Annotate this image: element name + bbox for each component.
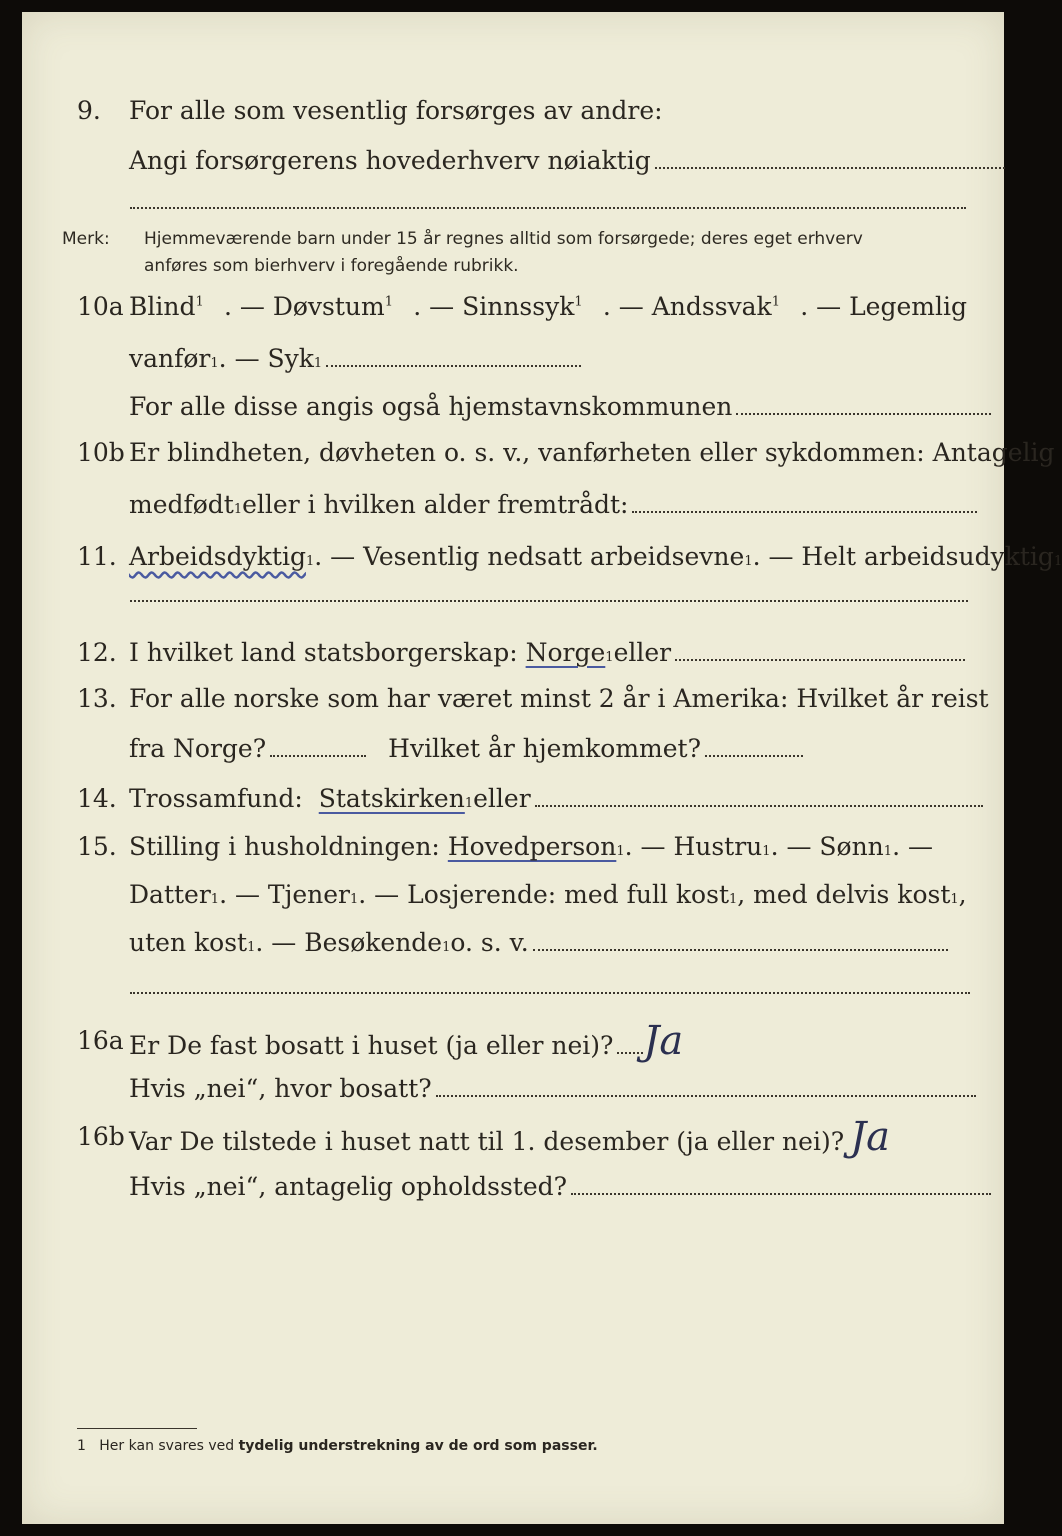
answer-line[interactable] — [655, 166, 1005, 169]
option-norge[interactable]: Norge — [525, 638, 606, 667]
census-form-page: 9. For alle som vesentlig forsørges av andre: Angi forsørgerens hovederhverv nøiaktig Merk: Hjemmeværende barn under 15 år regnes alltid som forsørgede; deres eget erhverv anføres som bierhverv i foregående rubrikk. 10a Blind$^1$ . — Døvstum$^1$ . — Sinnssyk$^1$ . — Andssvak$^1$ . — Legemlig vanfør 1 . — Syk 1 For alle disse angis også hjemstavnskommunen 10b Er blindheten, døvheten o. s. v., vanførheten eller sykdommen: Antagelig medfødt 1 eller i hvilken alder fremtrådt: 11. Arbeidsdyktig 1 . — Vesentlig nedsatt arbeidsevne 1 . — Helt arbeidsudyktig 1 12. I hvilket land statsborgerskap: Norge 1 eller 13. For alle norske som har været minst 2 år i Amerika: Hvilket år reist fra Norge? Hvilket år hjemkommet? 14. Trossamfund: Statskirken 1 eller 15. Stilling i husholdningen: Hovedperson 1 . — Hustru 1 . — Sønn 1 . — Datter 1 . — Tjener 1 . — Losjerende: med full kost 1 , med delvis kost 1 , uten kost 1 . — Besøkende 1 o. s. v. 16a Er De fast bosatt i huset (ja eller nei)? Ja Hvis „nei“, hvor bosatt? 16b Var De tilstede i huset natt til 1. desember (ja eller nei)? Ja Hvis „nei“, antagelig opholdssted? 1 Her kan svares ved tydelig understrekning av de ord som passer. — [22, 12, 1004, 1524]
question-number: 16a — [77, 1026, 124, 1055]
note-label: Merk: — [62, 229, 110, 249]
option-vanfor[interactable]: vanfør — [129, 344, 211, 373]
question-number: 10b — [77, 438, 125, 467]
option-syk[interactable]: . — Syk — [218, 344, 314, 373]
answer-line[interactable] — [533, 948, 948, 951]
option-hustru[interactable]: . — Hustru — [624, 832, 763, 861]
option-datter[interactable]: Datter — [129, 880, 211, 909]
answer-line[interactable] — [130, 992, 970, 994]
question-text: fra Norge? — [129, 734, 267, 763]
option-arbeidsudyktig[interactable]: . — Helt arbeidsudyktig — [752, 542, 1054, 571]
question-number: 14. — [77, 784, 117, 813]
footnote-divider — [77, 1428, 197, 1429]
question-text: Er blindheten, døvheten o. s. v., vanførheten eller sykdommen: Antagelig — [129, 438, 1055, 467]
question-text: For alle som vesentlig forsørges av andre: — [129, 96, 663, 125]
question-text: Angi forsørgerens hovederhverv nøiaktig — [129, 146, 651, 175]
answer-line[interactable] — [436, 1094, 976, 1097]
question-text: Hvis „nei“, antagelig opholdssted? — [129, 1172, 568, 1201]
option-eller: eller — [613, 638, 672, 667]
note-line: Hjemmeværende barn under 15 år regnes alltid som forsørgede; deres eget erhverv — [144, 229, 863, 249]
answer-line[interactable] — [130, 207, 966, 209]
option-nedsatt-arbeidsevne[interactable]: . — Vesentlig nedsatt arbeidsevne — [314, 542, 745, 571]
option-uten-kost[interactable]: uten kost — [129, 928, 248, 957]
option-legemlig[interactable]: . — Legemlig — [800, 292, 967, 321]
option-andssvak[interactable]: . — Andssvak — [602, 292, 772, 321]
question-text: Trossamfund: — [129, 784, 303, 813]
question-text: eller i hvilken alder fremtrådt: — [242, 490, 629, 519]
question-number: 9. — [77, 96, 101, 125]
answer-line[interactable] — [326, 364, 581, 367]
answer-line[interactable] — [705, 754, 803, 757]
question-text: Stilling i husholdningen: — [129, 832, 440, 861]
question-number: 15. — [77, 832, 117, 861]
note-line: anføres som bierhverv i foregående rubrikk. — [144, 256, 519, 276]
answer-line[interactable] — [632, 510, 977, 513]
footnote: 1 Her kan svares ved tydelig understrekning av de ord som passer. — [77, 1438, 598, 1454]
option-besokende[interactable]: . — Besøkende — [255, 928, 443, 957]
option-dovstum[interactable]: . — Døvstum — [223, 292, 385, 321]
option-tjener[interactable]: . — Tjener — [219, 880, 350, 909]
question-text: Hvis „nei“, hvor bosatt? — [129, 1074, 432, 1103]
answer-line[interactable] — [270, 754, 366, 757]
handwritten-answer[interactable]: Ja — [850, 1114, 890, 1160]
handwritten-answer[interactable]: Ja — [643, 1018, 684, 1064]
footnote-mark: 1 — [77, 1438, 86, 1454]
question-number: 11. — [77, 542, 117, 571]
option-delvis-kost[interactable]: , med delvis kost — [737, 880, 951, 909]
option-sinnssyk[interactable]: . — Sinnssyk — [413, 292, 575, 321]
option-full-kost[interactable]: . — Losjerende: med full kost — [358, 880, 729, 909]
question-text: Hvilket år hjemkommet? — [388, 734, 702, 763]
question-text: Er De fast bosatt i huset (ja eller nei)? — [129, 1031, 614, 1060]
answer-line[interactable] — [535, 804, 983, 807]
option-statskirken[interactable]: Statskirken — [318, 784, 465, 813]
option-sonn[interactable]: . — Sønn — [770, 832, 884, 861]
question-text: For alle disse angis også hjemstavnskommunen — [129, 392, 733, 421]
answer-line[interactable] — [675, 658, 965, 661]
question-number: 12. — [77, 638, 117, 667]
question-text: I hvilket land statsborgerskap: — [129, 638, 518, 667]
option-arbeidsdyktig[interactable]: Arbeidsdyktig — [129, 542, 306, 571]
option-hovedperson[interactable]: Hovedperson — [447, 832, 617, 861]
question-number: 13. — [77, 684, 117, 713]
question-number: 10a — [77, 292, 124, 321]
option-blind[interactable]: Blind — [129, 292, 196, 321]
question-text: Var De tilstede i huset natt til 1. desember (ja eller nei)? — [129, 1127, 845, 1156]
question-text: For alle norske som har været minst 2 år i Amerika: Hvilket år reist — [129, 684, 989, 713]
option-medfodt[interactable]: medfødt — [129, 490, 234, 519]
question-number: 16b — [77, 1122, 125, 1151]
answer-line[interactable] — [571, 1192, 991, 1195]
answer-line[interactable] — [736, 412, 991, 415]
option-eller: eller — [473, 784, 531, 813]
answer-line[interactable] — [130, 600, 968, 602]
